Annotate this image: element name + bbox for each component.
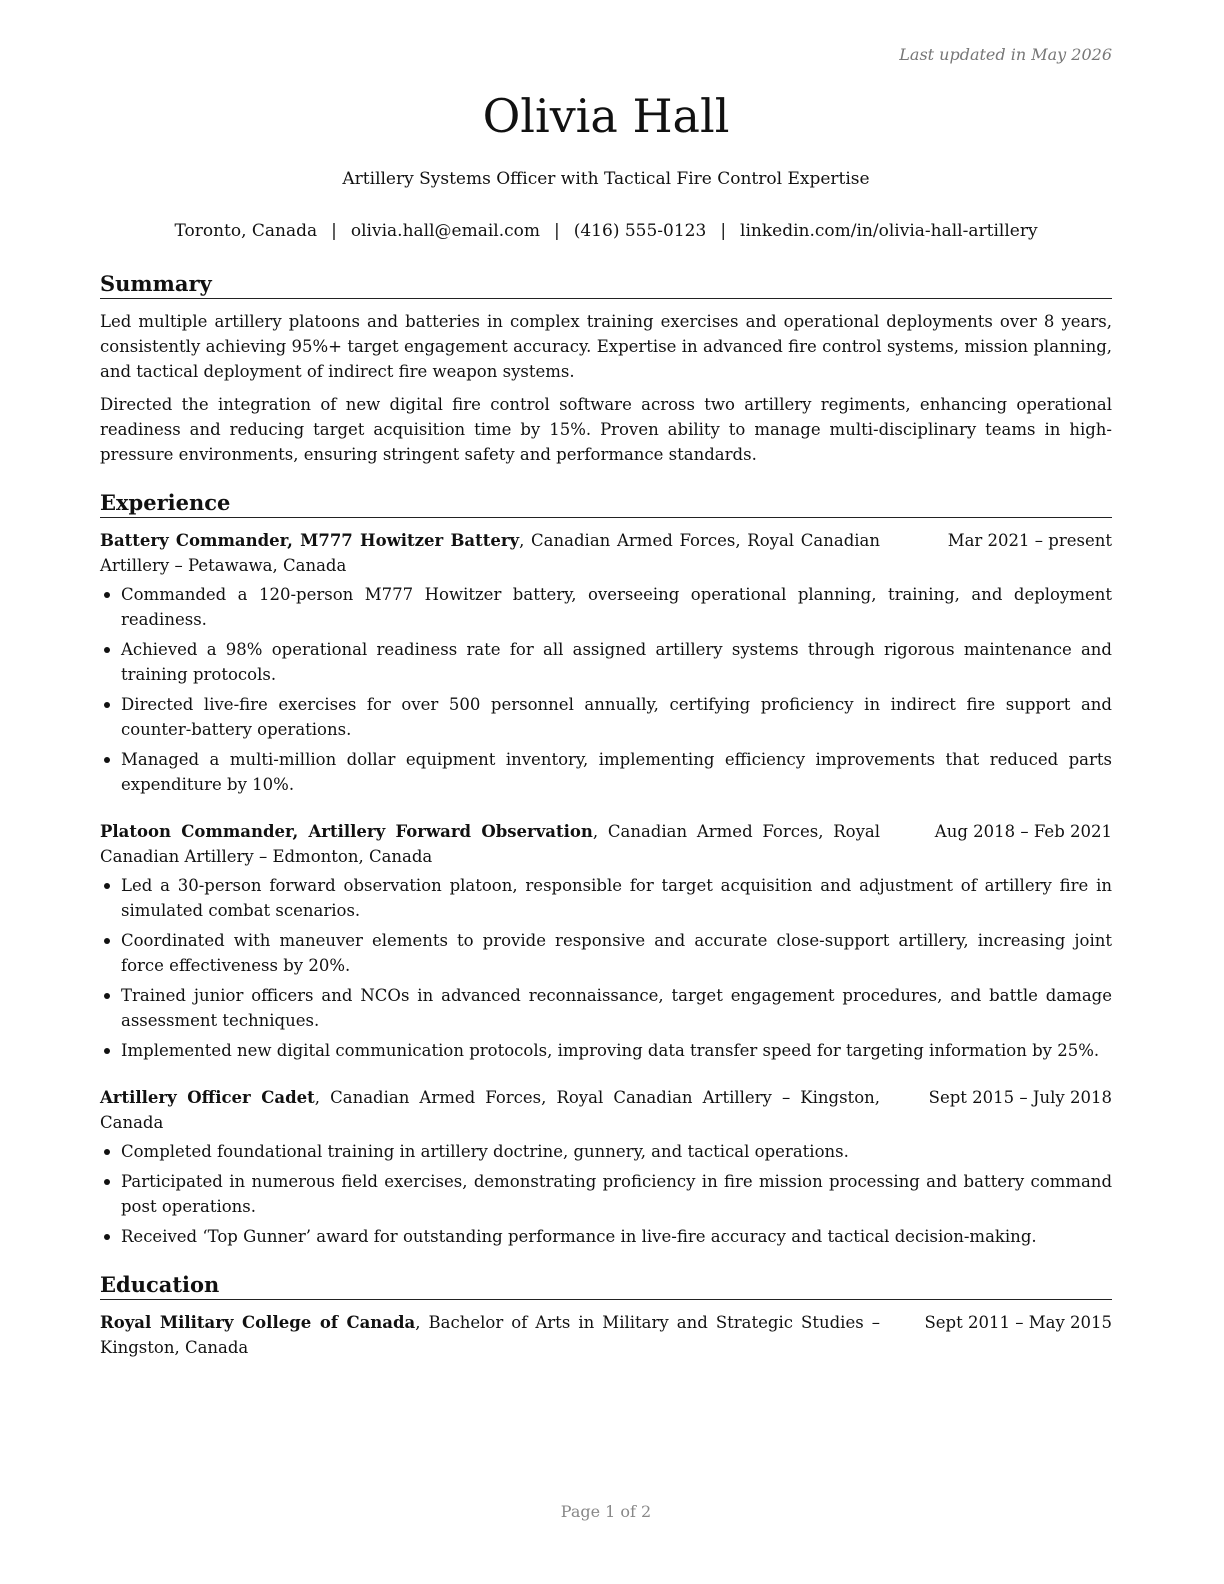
contact-phone[interactable]: (416) 555-0123 (573, 221, 707, 241)
list-item: Achieved a 98% operational readiness rate for all assigned artillery systems through rigorous maintenance and training protocols. (100, 637, 1112, 687)
entry-organization: , Canadian Armed Forces, Royal Canadian Artillery – Petawawa, Canada (100, 531, 880, 575)
education-section (100, 1271, 1112, 1360)
contact-line (100, 220, 1112, 242)
entry-bullets (100, 582, 1112, 797)
entry-organization: , Canadian Armed Forces, Royal Canadian Artillery – Kingston, Canada (100, 1088, 880, 1132)
contact-separator: | (720, 221, 727, 241)
entry-heading (100, 819, 1112, 869)
contact-linkedin[interactable]: linkedin.com/in/olivia-hall-artillery (740, 221, 1038, 241)
summary-paragraph: Led multiple artillery platoons and batteries in complex training exercises and operational deployments over 8 years, consistently achieving 95%+ target engagement accuracy. Expertise in advanced fire control systems, mission planning, and tactical deployment of indirect fire weapon systems. (100, 312, 1112, 381)
entry-heading (100, 1085, 1112, 1135)
last-updated-note: Last updated in May 2026 (899, 45, 1112, 64)
list-item: Managed a multi-million dollar equipment inventory, implementing efficiency improvements that reduced parts expenditure by 10%. (100, 747, 1112, 797)
entry-role: Battery Commander, M777 Howitzer Battery (100, 531, 520, 550)
list-item: Completed foundational training in artillery doctrine, gunnery, and tactical operations. (100, 1139, 1112, 1164)
page-number: Page 1 of 2 (560, 1502, 652, 1521)
entry-date: Sept 2011 – May 2015 (924, 1313, 1112, 1332)
section-title-education: Education (100, 1271, 1112, 1300)
list-item: Received ‘Top Gunner’ award for outstanding performance in live-fire accuracy and tactical decision-making. (100, 1224, 1112, 1249)
list-item: Implemented new digital communication protocols, improving data transfer speed for targeting information by 25%. (100, 1038, 1112, 1063)
entry-role: Artillery Officer Cadet (100, 1088, 315, 1107)
entry-bullets (100, 873, 1112, 1063)
experience-entry (100, 528, 1112, 797)
section-title-summary: Summary (100, 270, 1112, 299)
list-item: Participated in numerous field exercises, demonstrating proficiency in fire mission processing and battery command post operations. (100, 1169, 1112, 1219)
resume-content (100, 270, 1112, 1382)
contact-separator: | (554, 221, 560, 241)
list-item: Directed live-fire exercises for over 500 personnel annually, certifying proficiency in indirect fire support and counter-battery operations. (100, 692, 1112, 742)
entry-bullets (100, 1139, 1112, 1249)
candidate-tagline: Artillery Systems Officer with Tactical Fire Control Expertise (342, 169, 870, 189)
entry-date: Mar 2021 – present (947, 531, 1112, 550)
summary-paragraph: Directed the integration of new digital fire control software across two artillery regiments, enhancing operational readiness and reducing target acquisition time by 15%. Proven ability to manage multi-disciplinary teams in high-pressure environments, ensuring stringent safety and performance standards. (100, 395, 1112, 464)
list-item: Trained junior officers and NCOs in advanced reconnaissance, target engagement procedures, and battle damage assessment techniques. (100, 983, 1112, 1033)
entry-date: Aug 2018 – Feb 2021 (934, 822, 1112, 841)
candidate-name: Olivia Hall (482, 89, 730, 143)
entry-title (100, 1085, 880, 1135)
entry-title (100, 819, 880, 869)
entry-date: Sept 2015 – July 2018 (928, 1088, 1112, 1107)
resume-page (100, 0, 1112, 1584)
experience-entry (100, 819, 1112, 1063)
entry-title (100, 1310, 880, 1360)
entry-heading (100, 1310, 1112, 1360)
education-entry (100, 1310, 1112, 1360)
entry-degree: , Bachelor of Arts in Military and Strategic Studies – Kingston, Canada (100, 1313, 880, 1357)
experience-entry (100, 1085, 1112, 1249)
summary-section (100, 270, 1112, 467)
contact-separator: | (331, 221, 337, 241)
list-item: Led a 30-person forward observation platoon, responsible for target acquisition and adjustment of artillery fire in simulated combat scenarios. (100, 873, 1112, 923)
list-item: Commanded a 120-person M777 Howitzer battery, overseeing operational planning, training, and deployment readiness. (100, 582, 1112, 632)
section-title-experience: Experience (100, 489, 1112, 518)
list-item: Coordinated with maneuver elements to provide responsive and accurate close-support artillery, increasing joint force effectiveness by 20%. (100, 928, 1112, 978)
entry-role: Platoon Commander, Artillery Forward Observation (100, 822, 593, 841)
experience-section (100, 489, 1112, 1249)
contact-email[interactable]: olivia.hall@email.com (350, 221, 540, 241)
entry-title (100, 528, 880, 578)
contact-location: Toronto, Canada (174, 221, 318, 241)
entry-heading (100, 528, 1112, 578)
entry-school: Royal Military College of Canada (100, 1313, 416, 1332)
entry-organization: , Canadian Armed Forces, Royal Canadian Artillery – Edmonton, Canada (100, 822, 880, 866)
